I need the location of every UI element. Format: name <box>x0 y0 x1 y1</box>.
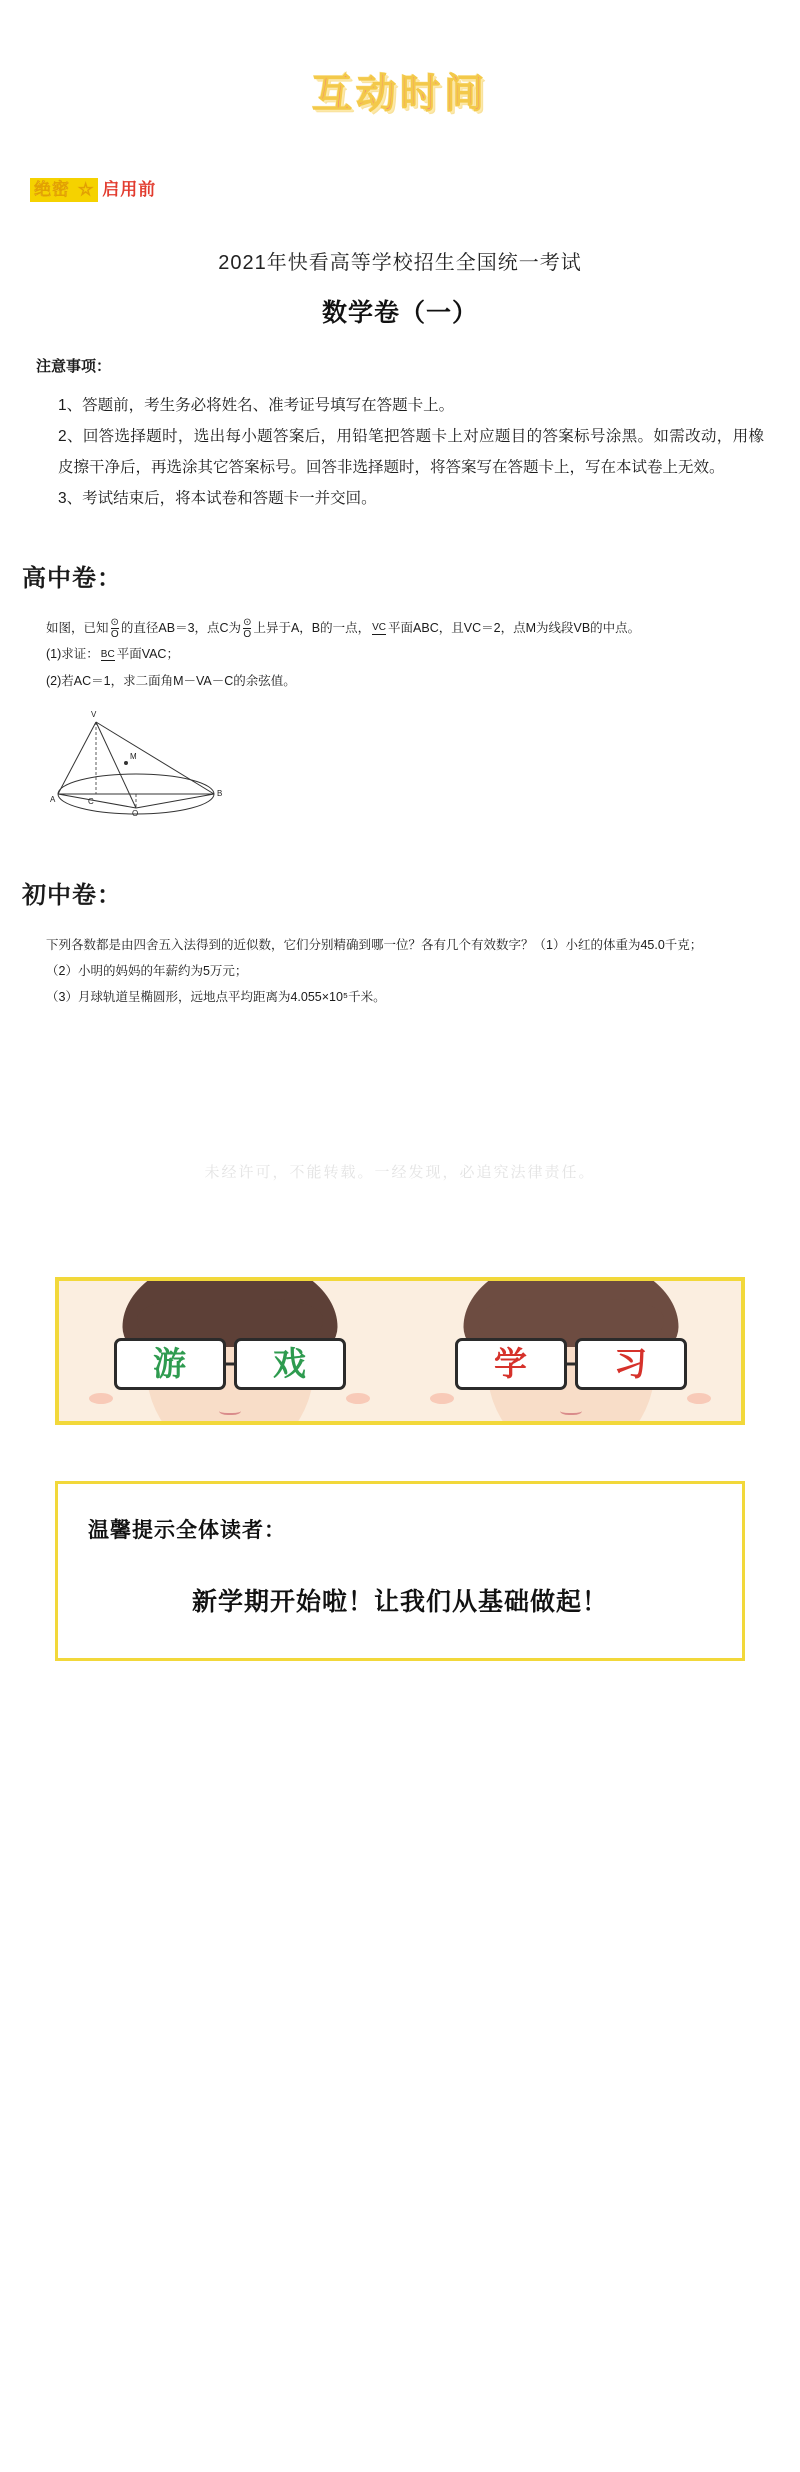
lens-left: 游 <box>114 1338 226 1390</box>
blush-left <box>430 1393 454 1404</box>
section-title-junior: 初中卷： <box>22 881 122 909</box>
vc-fraction <box>372 622 386 635</box>
star-icon: ☆ <box>74 178 98 202</box>
geometry-figure <box>44 706 800 831</box>
tip-box <box>55 1481 745 1661</box>
frac-num: VC <box>372 622 387 634</box>
blush-right <box>346 1393 370 1404</box>
frac-den <box>101 660 115 661</box>
bc-fraction <box>101 649 115 662</box>
svg-text:A: A <box>50 794 56 804</box>
stem-text-b: 的直径AB＝3，点C为 <box>120 621 242 635</box>
blush-left <box>89 1393 113 1404</box>
tip-heading: 温馨提示全体读者： <box>88 1518 286 1542</box>
notice-item: 1、答题前，考生务必将姓名、准考证号填写在答题卡上。 <box>58 397 455 414</box>
frac-den <box>372 634 386 635</box>
frac-den: O <box>110 629 119 641</box>
blush-right <box>687 1393 711 1404</box>
notice-title: 注意事项： <box>36 358 112 375</box>
tip-body: 新学期开始啦！让我们从基础做起！ <box>191 1587 608 1616</box>
illustration-right-character <box>400 1281 741 1421</box>
illustration-left-character <box>59 1281 400 1421</box>
frac-num: ⊙ <box>110 616 119 628</box>
circle-o-fraction-1 <box>111 617 119 641</box>
lens-right: 戏 <box>234 1338 346 1390</box>
exam-subtitle: 2021年快看高等学校招生全国统一考试 <box>218 252 582 274</box>
banner <box>0 0 800 129</box>
question-junior <box>46 932 766 1011</box>
exam-header <box>0 246 800 329</box>
secret-label-row <box>30 175 800 200</box>
illustration <box>55 1277 745 1425</box>
svg-text:M: M <box>130 751 137 761</box>
notice-section <box>36 355 764 514</box>
mouth-shape <box>219 1405 241 1415</box>
question-senior-part2: (2)若AC＝1，求二面角M－VA－C的余弦值。 <box>46 673 296 688</box>
part1-label: (1)求证： <box>46 647 99 662</box>
frac-num: BC <box>100 648 115 660</box>
frac-den: O <box>243 629 252 641</box>
svg-text:O: O <box>132 808 139 818</box>
mouth-shape <box>560 1405 582 1415</box>
secret-badge <box>30 175 156 200</box>
exam-title: 数学卷（一） <box>321 299 478 327</box>
question-junior-line: （3）月球轨道呈椭圆形，远地点平均距离为4.055×10⁵千米。 <box>46 990 386 1005</box>
glasses-bridge <box>224 1362 236 1365</box>
stem-text-c: 上异于A，B的一点， <box>253 621 371 635</box>
stem-text-d: 平面ABC，且VC＝2，点M为线段VB的中点。 <box>388 621 641 635</box>
frac-num: ⊙ <box>243 616 252 628</box>
secret-prefix: 绝密 <box>30 178 74 202</box>
stem-text-a: 如图，已知 <box>46 621 109 635</box>
question-senior <box>46 615 766 694</box>
cone-diagram-svg <box>44 706 274 826</box>
svg-text:C: C <box>88 796 94 806</box>
glasses-icon <box>446 1337 696 1391</box>
secret-suffix: 启用前 <box>102 180 157 199</box>
lens-left: 学 <box>455 1338 567 1390</box>
notice-item: 2、回答选择题时，选出每小题答案后，用铅笔把答题卡上对应题目的答案标号涂黑。如需改动，用橡皮擦干净后，再选涂其它答案标号。回答非选择题时，将答案写在答题卡上，写在本试卷上无效。 <box>58 428 764 476</box>
illustration-frame <box>55 1277 745 1425</box>
svg-text:B: B <box>217 788 223 798</box>
circle-o-fraction-2 <box>243 617 251 641</box>
question-senior-stem <box>46 615 766 641</box>
svg-text:V: V <box>91 709 97 719</box>
glasses-icon <box>105 1337 355 1391</box>
question-junior-line: （2）小明的妈妈的年薪约为5万元； <box>46 964 248 978</box>
watermark-text: 未经许可，不能转载。一经发现，必追究法律责任。 <box>204 1163 596 1181</box>
lens-right: 习 <box>575 1338 687 1390</box>
notice-item: 3、考试结束后，将本试卷和答题卡一并交回。 <box>58 490 377 507</box>
question-senior-part1 <box>46 641 766 667</box>
question-junior-line: 下列各数都是由四舍五入法得到的近似数，它们分别精确到哪一位？各有几个有效数字？（1）小红的体重为45.0千克； <box>46 937 703 952</box>
glasses-bridge <box>565 1362 577 1365</box>
part1-text: 平面VAC； <box>116 647 179 662</box>
banner-title: 互动时间 <box>312 71 488 117</box>
section-title-senior: 高中卷： <box>22 565 122 592</box>
